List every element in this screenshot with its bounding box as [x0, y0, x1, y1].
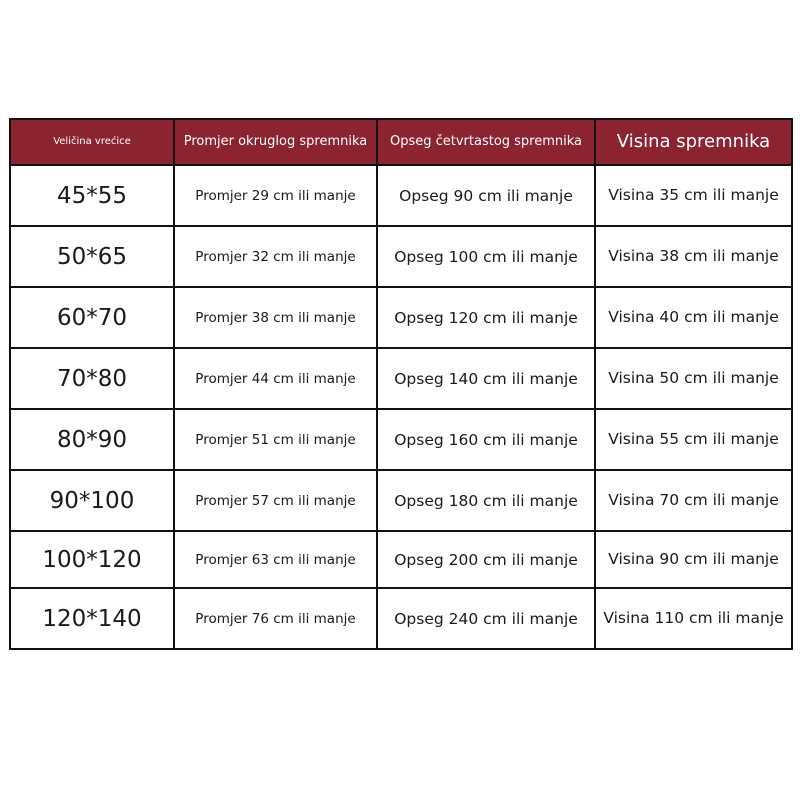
- perimeter-cell: Opseg 120 cm ili manje: [377, 287, 595, 348]
- bag-size-cell: 60*70: [10, 287, 174, 348]
- bag-size-cell: 90*100: [10, 470, 174, 531]
- bag-size-cell: 120*140: [10, 588, 174, 649]
- table-row: [10, 531, 792, 588]
- perimeter-cell: Opseg 180 cm ili manje: [377, 470, 595, 531]
- perimeter-cell: Opseg 100 cm ili manje: [377, 226, 595, 287]
- height-cell: Visina 40 cm ili manje: [595, 287, 792, 348]
- height-cell: Visina 55 cm ili manje: [595, 409, 792, 470]
- bag-size-cell: 45*55: [10, 165, 174, 226]
- table-row: [10, 287, 792, 348]
- header-row: [10, 119, 792, 165]
- header-square-perimeter: Opseg četvrtastog spremnika: [377, 119, 595, 165]
- diameter-cell: Promjer 57 cm ili manje: [174, 470, 377, 531]
- height-cell: Visina 70 cm ili manje: [595, 470, 792, 531]
- height-cell: Visina 110 cm ili manje: [595, 588, 792, 649]
- diameter-cell: Promjer 44 cm ili manje: [174, 348, 377, 409]
- diameter-cell: Promjer 32 cm ili manje: [174, 226, 377, 287]
- height-cell: Visina 90 cm ili manje: [595, 531, 792, 588]
- table-row: [10, 470, 792, 531]
- diameter-cell: Promjer 63 cm ili manje: [174, 531, 377, 588]
- diameter-cell: Promjer 29 cm ili manje: [174, 165, 377, 226]
- table-row: [10, 226, 792, 287]
- size-table: [9, 118, 793, 650]
- perimeter-cell: Opseg 90 cm ili manje: [377, 165, 595, 226]
- perimeter-cell: Opseg 140 cm ili manje: [377, 348, 595, 409]
- bag-size-cell: 70*80: [10, 348, 174, 409]
- table-row: [10, 165, 792, 226]
- header-bag-size: Veličina vrećice: [10, 119, 174, 165]
- bag-size-cell: 100*120: [10, 531, 174, 588]
- diameter-cell: Promjer 51 cm ili manje: [174, 409, 377, 470]
- height-cell: Visina 50 cm ili manje: [595, 348, 792, 409]
- diameter-cell: Promjer 76 cm ili manje: [174, 588, 377, 649]
- table-row: [10, 348, 792, 409]
- perimeter-cell: Opseg 200 cm ili manje: [377, 531, 595, 588]
- table-row: [10, 588, 792, 649]
- bag-size-cell: 80*90: [10, 409, 174, 470]
- perimeter-cell: Opseg 160 cm ili manje: [377, 409, 595, 470]
- header-container-height: Visina spremnika: [595, 119, 792, 165]
- height-cell: Visina 38 cm ili manje: [595, 226, 792, 287]
- table-body: [10, 165, 792, 649]
- diameter-cell: Promjer 38 cm ili manje: [174, 287, 377, 348]
- height-cell: Visina 35 cm ili manje: [595, 165, 792, 226]
- perimeter-cell: Opseg 240 cm ili manje: [377, 588, 595, 649]
- table-row: [10, 409, 792, 470]
- header-round-diameter: Promjer okruglog spremnika: [174, 119, 377, 165]
- bag-size-cell: 50*65: [10, 226, 174, 287]
- table-header: [10, 119, 792, 165]
